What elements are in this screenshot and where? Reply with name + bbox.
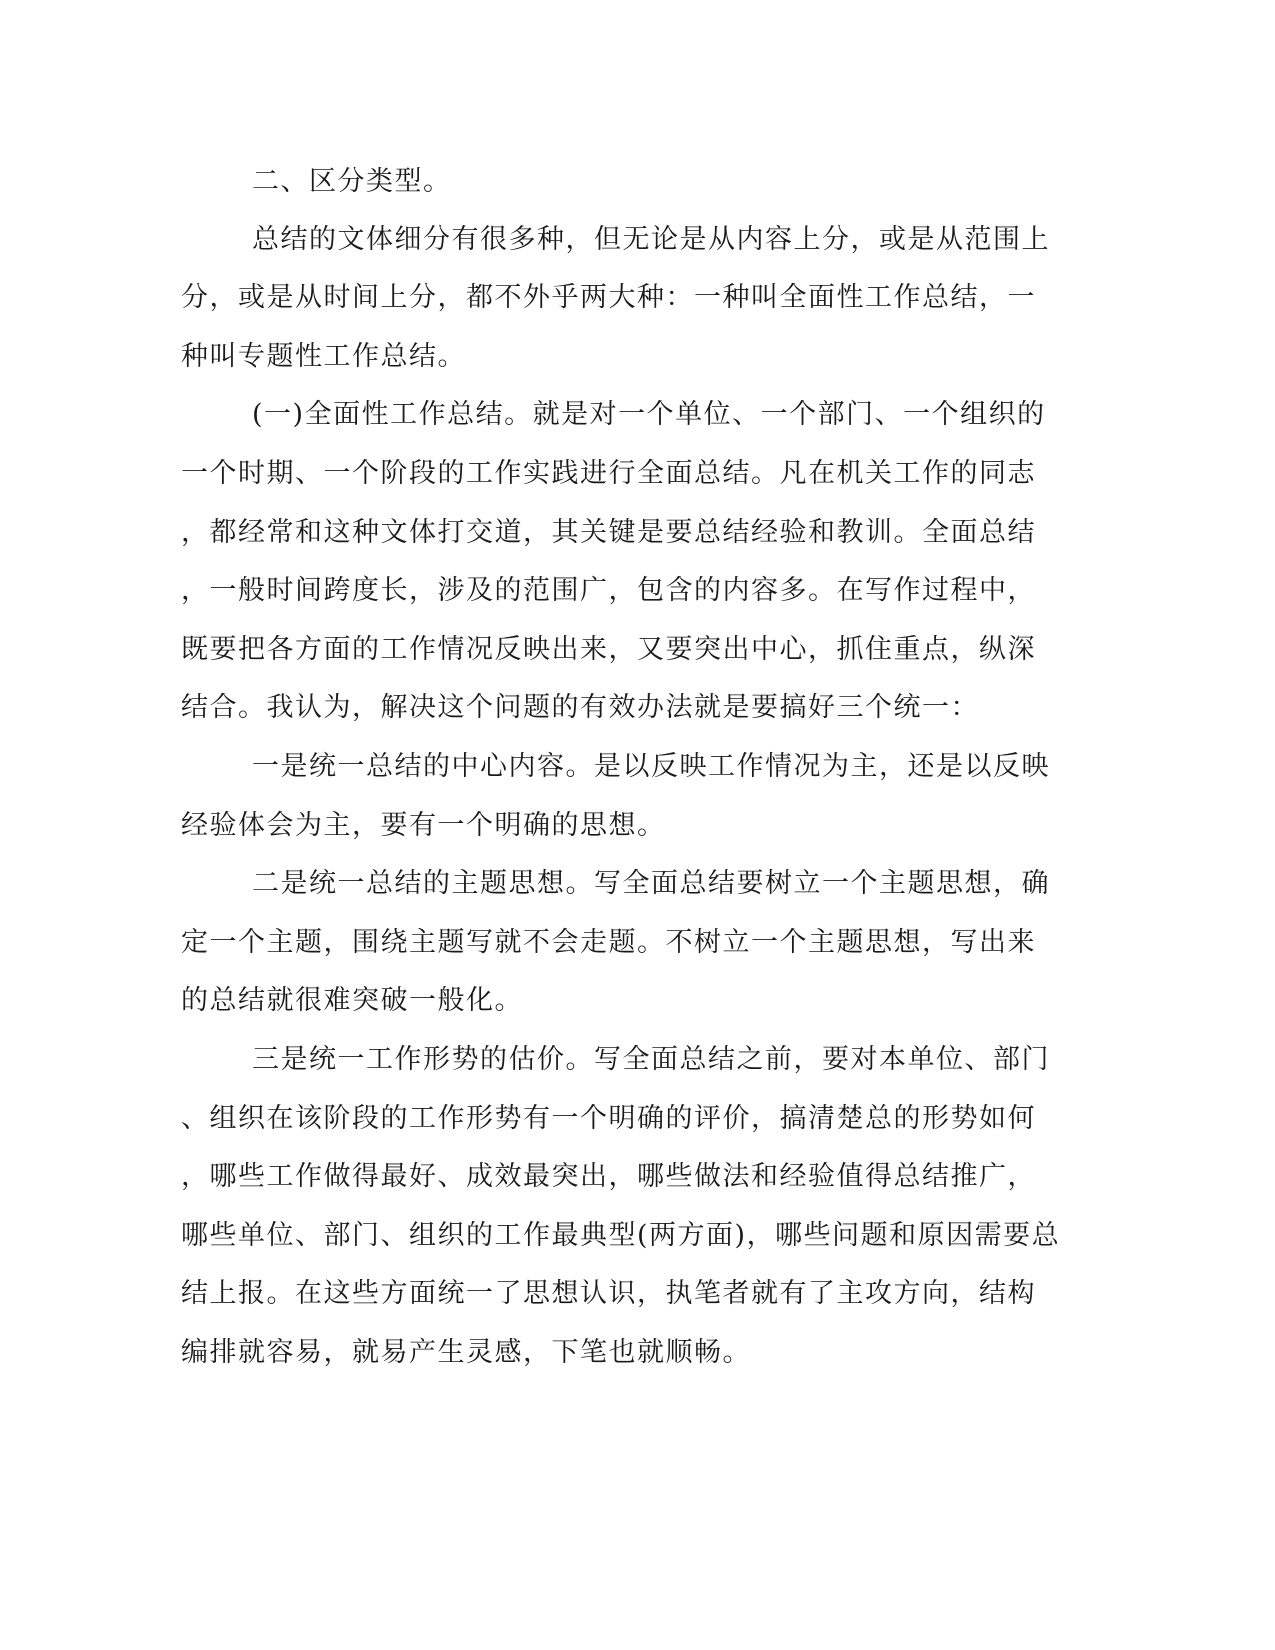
text-line: 哪些单位、部门、组织的工作最典型(两方面)，哪些问题和原因需要总 [181, 1220, 1061, 1251]
text-line: 结上报。在这些方面统一了思想认识，执笔者就有了主攻方向，结构 [181, 1278, 1036, 1309]
text-line: ，哪些工作做得最好、成效最突出，哪些做法和经验值得总结推广， [181, 1161, 1036, 1192]
text-line: ，一般时间跨度长，涉及的范围广，包含的内容多。在写作过程中， [181, 575, 1036, 606]
text-line: 经验体会为主，要有一个明确的思想。 [181, 810, 666, 841]
text-line: 二是统一总结的主题思想。写全面总结要树立一个主题思想，确 [252, 868, 1050, 899]
text-line: 定一个主题，围绕主题写就不会走题。不树立一个主题思想，写出来 [181, 927, 1036, 958]
section-heading: 二、区分类型。 [252, 166, 452, 197]
text-line: 种叫专题性工作总结。 [181, 341, 466, 372]
text-line: (一)全面性工作总结。就是对一个单位、一个部门、一个组织的 [252, 399, 1046, 430]
text-line: 三是统一工作形势的估价。写全面总结之前，要对本单位、部门 [252, 1044, 1050, 1075]
text-line: 分，或是从时间上分，都不外乎两大种：一种叫全面性工作总结，一 [181, 282, 1036, 313]
text-line: 结合。我认为，解决这个问题的有效办法就是要搞好三个统一： [181, 692, 979, 723]
text-line: 、组织在该阶段的工作形势有一个明确的评价，搞清楚总的形势如何 [181, 1103, 1036, 1134]
text-line: 的总结就很难突破一般化。 [181, 985, 523, 1016]
text-line: 一个时期、一个阶段的工作实践进行全面总结。凡在机关工作的同志 [181, 458, 1036, 489]
text-line: ，都经常和这种文体打交道，其关键是要总结经验和教训。全面总结 [181, 517, 1036, 548]
text-line: 既要把各方面的工作情况反映出来，又要突出中心，抓住重点，纵深 [181, 634, 1036, 665]
text-line: 编排就容易，就易产生灵感，下笔也就顺畅。 [181, 1337, 751, 1368]
text-line: 一是统一总结的中心内容。是以反映工作情况为主，还是以反映 [252, 751, 1050, 782]
text-line: 总结的文体细分有很多种，但无论是从内容上分，或是从范围上 [252, 224, 1050, 255]
